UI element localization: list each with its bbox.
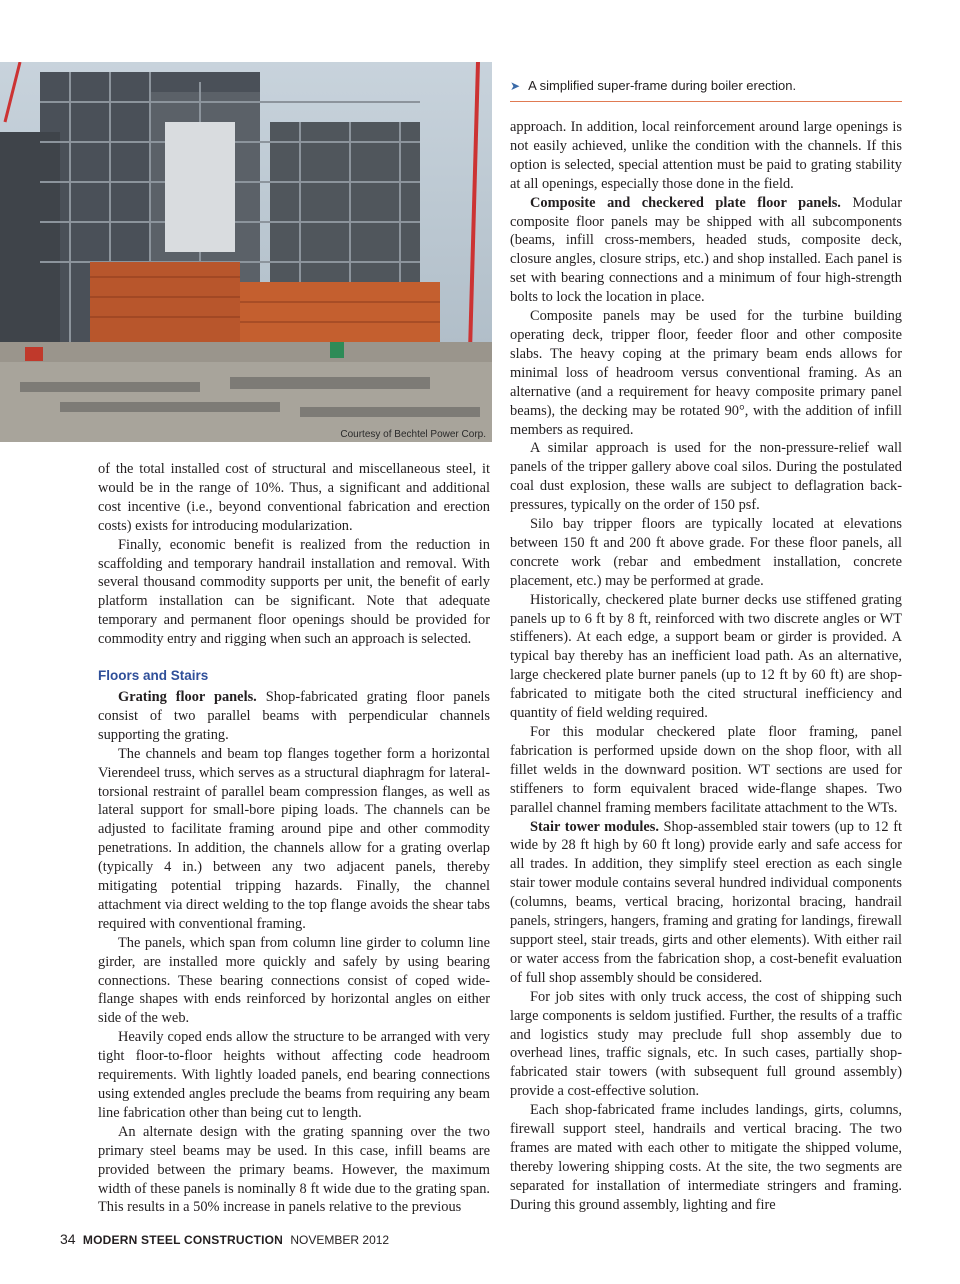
left-paragraph-1: of the total installed cost of structural and miscellaneous steel, it would be in the range of 10%. Thus, a significant and additional cost incentive (i.e., beyond conventional fabrication and erection costs) exists for introducing modularization.	[98, 461, 490, 534]
caption-text: A simplified super-frame during boiler erection.	[528, 78, 797, 93]
left-paragraph-6: Heavily coped ends allow the structure to be arranged with very tight floor-to-floor heights without affecting code headroom requirements. With lightly loaded panels, end bearing connections using extended angles preclude the beams from requiring any beam line fabrication other than being cut to length.	[98, 1029, 490, 1121]
page-footer	[60, 1231, 389, 1247]
right-paragraph-6: Historically, checkered plate burner decks use stiffened grating panels up to 6 ft by 8 ft, reinforced with two discrete angles or WT stiffeners). At each edge, a support beam or girder is provided. A typical bay thereby has an inefficient load path. As an alternative, large checkered plate burner panels (up to 12 ft by 60 ft) are shop-fabricated to mitigate both the cited structural inefficiency and quantity of field welding required.	[510, 591, 902, 722]
issue-date: NOVEMBER 2012	[290, 1233, 390, 1247]
boiler-superframe-image	[0, 62, 492, 442]
photo-credit: Courtesy of Bechtel Power Corp.	[340, 429, 486, 440]
section-heading: Floors and Stairs	[98, 668, 209, 684]
caption-arrow-icon: ➤	[510, 79, 521, 93]
right-paragraph-8	[510, 818, 902, 988]
grating-panels-body: Shop-fabricated grating floor panels consist of two parallel beams with perpendicular channels supporting the grating.	[98, 688, 490, 743]
left-paragraph-2: Finally, economic benefit is realized from the reduction in scaffolding and temporary handrail installation and removal. With several thousand commodity supports per unit, the benefit of early platform installation can be significant. Note that adequate temporary and permanent floor openings should be provided for commodity entry and rigging when such an approach is selected.	[98, 536, 490, 648]
right-paragraph-3: Composite panels may be used for the turbine building operating deck, tripper floor, feeder floor and other composite slabs. The heavy coping at the primary beam ends allows for minimal loss of headroom versus conventional framing. As an alternative (and a requirement for heavy composite primary panel beams), the decking may be rotated 90°, with the addition of infill members as required.	[510, 308, 902, 438]
right-paragraph-4: A similar approach is used for the non-pressure-relief wall panels of the tripper gallery above coal silos. During the postulated coal dust explosion, these walls are subject to deflagration back-pressures, typically on the order of 150 psf.	[510, 440, 902, 514]
right-paragraph-7: For this modular checkered plate floor framing, panel fabrication is performed upside down on the shop floor, with all fillet welds in the downward position. WT sections are used for stiffeners to form equivalent braced wide-flange shapes. Two parallel channel framing members facilitate attachment to the WTs.	[510, 724, 902, 816]
composite-panels-body: Modular composite floor panels may be shipped with all subcomponents (beams, infill cross-members, headed studs, composite deck, closure angles, closure strips, etc.) and shop installed. Each panel is set with bearing connections and a minimum of four high-strength bolts to lock the location in place.	[510, 194, 902, 306]
left-paragraph-5: The panels, which span from column line girder to column line girder, are installed more quickly and safely by using bearing connections. These bearing connections consist of coped wide-flange shapes with ends reinforced by horizontal angles on either side of the web.	[98, 934, 490, 1027]
photo-caption	[510, 78, 902, 102]
right-column	[510, 118, 902, 1215]
magazine-title: MODERN STEEL CONSTRUCTION	[82, 1233, 284, 1247]
right-paragraph-9: For job sites with only truck access, the cost of shipping such large components is seldom justified. Further, the results of a traffic and logistics study may preclude full shop assembly due to overhead lines, traffic signals, etc. In such cases, partially shop-fabricated stair towers (with subsequent full ground assembly) provide a cost-effective solution.	[510, 988, 902, 1100]
left-paragraph-7: An alternate design with the grating spanning over the two primary steel beams may be used. In this case, infill beams are provided between the primary beams. However, the maximum width of these panels is nominally 8 ft wide due to the grating span. This results in a 50% increase in panels relative to the previous	[98, 1123, 490, 1216]
stair-tower-body: Shop-assembled stair towers (up to 12 ft wide by 28 ft high by 60 ft long) provide early and safe access for all trades. In addition, they simplify steel erection as each single stair tower module contains several hundred individual components (columns, beams, vertical bracing, horizontal bracing, handrail panels, stringers, hangers, framing and grating for landings, firewall support steel, stair treads, girts and other elements). With either rail or water access from the fabrication shop, a cost-benefit evaluation of full shop assembly should be considered.	[510, 818, 902, 986]
right-paragraph-10: Each shop-fabricated frame includes landings, girts, columns, firewall support steel, handrails and vertical bracing. The two frames are mated with each other to mitigate the shipped volume, thereby lowering shipping costs. At the site, the two segments are separated for installation of intermediate stringers and framing. During this ground assembly, lighting and fire	[510, 1102, 902, 1213]
right-paragraph-2	[510, 194, 902, 307]
construction-photo	[0, 62, 492, 442]
right-paragraph-1: approach. In addition, local reinforcement around large openings is not easily achieved, unlike the condition with the channels. If this option is selected, special attention must be paid to grating stability at all openings, especially those done in the field.	[510, 119, 902, 192]
right-paragraph-5: Silo bay tripper floors are typically located at elevations between 150 ft and 200 ft above grade. For these floor panels, all concrete work (rebar and embedment installation, concrete placement, etc.) may be performed at grade.	[510, 516, 902, 589]
left-paragraph-4: The channels and beam top flanges together form a horizontal Vierendeel truss, which serves as a structural diaphragm for lateral-torsional restraint of parallel beam compression flanges, as well as lateral support for small-bore piping loads. The channels can be adjusted to facilitate framing around pipe and other commodity penetrations. In addition, the channels allow for a grating overlap (typically 4 in.) between any two adjacent panels, thereby mitigating potential tripping hazards. Finally, the channel attachment via direct welding to the top flange avoids the shear tabs required with conventional framing.	[98, 745, 490, 932]
composite-panels-lead: Composite and checkered plate floor panels.	[530, 194, 841, 211]
page-number: 34	[60, 1231, 76, 1247]
grating-panels-lead: Grating floor panels.	[118, 688, 257, 705]
left-paragraph-3	[98, 688, 490, 745]
left-column	[98, 460, 490, 1217]
stair-tower-lead: Stair tower modules.	[530, 818, 659, 835]
